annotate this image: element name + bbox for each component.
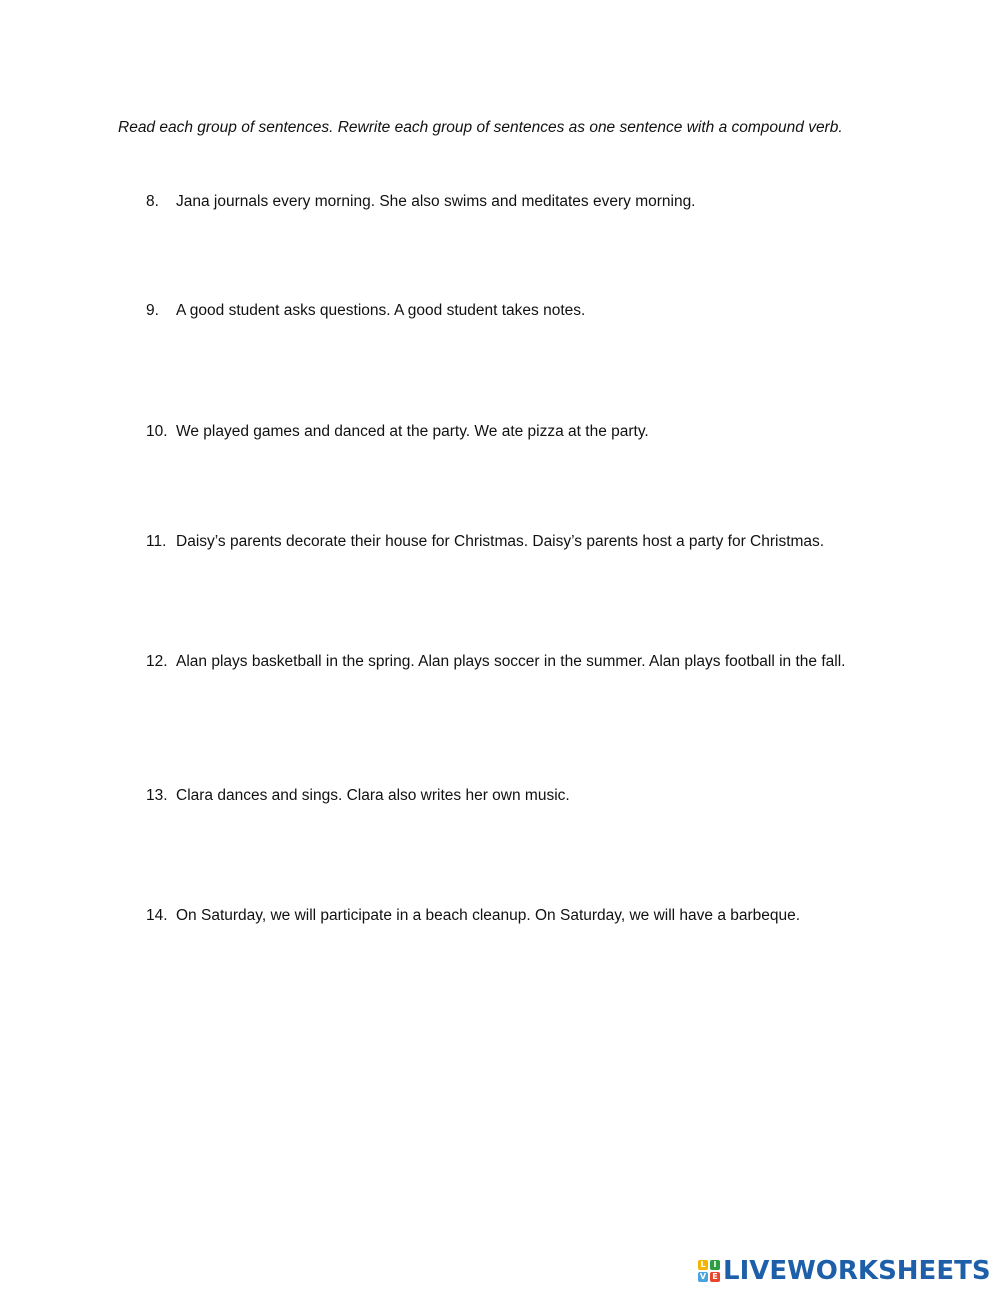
question-number: 11. <box>146 533 167 550</box>
question-number: 9. <box>146 302 159 319</box>
question-number: 13. <box>146 787 168 804</box>
question-text: Daisy’s parents decorate their house for Christmas. Daisy’s parents host a party for Christmas. <box>176 533 825 550</box>
question-text: Alan plays basketball in the spring. Alan plays soccer in the summer. Alan plays football in the fall. <box>176 653 846 670</box>
question-14 <box>146 904 876 928</box>
question-text: We played games and danced at the party. We ate pizza at the party. <box>176 423 649 440</box>
logo-block-l: L <box>698 1260 708 1270</box>
question-text: Clara dances and sings. Clara also writes her own music. <box>176 787 570 804</box>
question-12 <box>146 650 876 674</box>
question-text: A good student asks questions. A good student takes notes. <box>176 302 586 319</box>
logo-text: LIVEWORKSHEETS <box>723 1256 991 1286</box>
logo-block-e: E <box>710 1272 720 1282</box>
question-number: 8. <box>146 193 159 210</box>
question-8 <box>146 190 876 214</box>
question-number: 10. <box>146 423 168 440</box>
question-text: On Saturday, we will participate in a beach cleanup. On Saturday, we will have a barbeque. <box>176 907 801 924</box>
question-number: 14. <box>146 907 168 924</box>
question-10 <box>146 420 876 444</box>
liveworksheets-logo <box>698 1254 991 1288</box>
question-9 <box>146 299 876 323</box>
logo-block-i: I <box>710 1260 720 1270</box>
instructions: Read each group of sentences. Rewrite each group of sentences as one sentence with a compound verb. <box>118 119 843 136</box>
question-text: Jana journals every morning. She also swims and meditates every morning. <box>176 193 696 210</box>
logo-block-v: V <box>699 1272 707 1281</box>
question-13 <box>146 784 876 808</box>
live-blocks-icon <box>698 1260 720 1282</box>
question-11 <box>146 530 876 554</box>
question-number: 12. <box>146 653 168 670</box>
